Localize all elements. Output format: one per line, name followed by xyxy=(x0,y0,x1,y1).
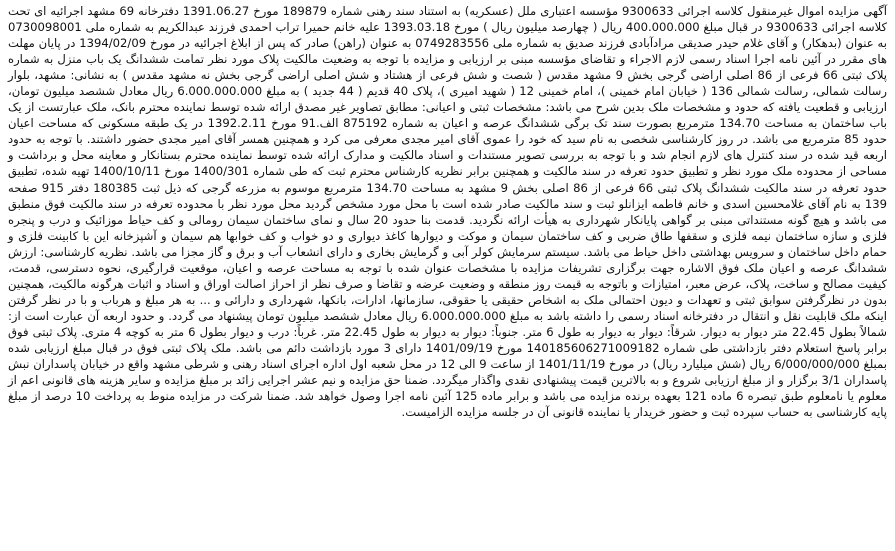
auction-notice-text: آگهی مزایده اموال غیرمنقول کلاسه اجرائی 9300633 مؤسسه اعتباری ملل (عسکریه) به استناد سند رهنی شماره 189879 مورخ 1391.06.27 دفترخانه 69 مشهد اجرائیه ای تحت کلاسه اجرائی 9300633 در قبال مبلغ 400.000.000 ریال ( چهارصد میلیون ریال ) مورخ 1393.03.18 علیه خانم حمیرا تراب احمدی فرزند عبدالکریم به شماره ملی 0730098001 به عنوان (بدهکار) و آقای غلام حیدر صدیقی مرادآبادی فرزند صدیق به شماره ملی 0749283556 به عنوان (راهن) صادر که پس از ابلاغ اجرائیه در مورخ 1394/02/09 در پایان مهلت های مقرر در آئین نامه اجرا اسناد رسمی لازم الاجراء و تقاضای مؤسسه مبنی بر ارزیابی و مزایده با توجه به وضعیت مالکیت پلاک مورد نظر تمامت ششدانگ یک باب منزل به شماره پلاک ثبتی 66 فرعی از 86 اصلی اراضی گرجی بخش 9 مشهد مقدس ( شصت و شش فرعی از هشتاد و شش اصلی اراضی گرجی بخش نه مشهد مقدس ) به نشانی: مشهد، بلوار رسالت شمالی، رسالت شمالی 136 ( خیابان امام خمینی )، امام خمینی 12 ( شهید امیری )، پلاک 40 قدیم ( 44 جدید ) به مبلغ 6.000.000.000 ریال معادل ششصد میلیون تومان، ارزیابی و قطعیت یافته که حدود و مشخصات ملک بدین شرح می باشد: مشخصات ثبتی و اعیانی: مطابق تصاویر غیر مصدق ارائه شده توسط نماینده محترم بانک، ملک عبارتست از یک باب ساختمان به مساحت 134.70 مترمربع بصورت سند تک برگی ششدانگ عرصه و اعیان به شماره 875192 الف.91 مورخ 1392.2.11 در یک طبقه مسکونی که مساحت اعیان حدود 85 مترمربع می باشد. در روز کارشناسی شخصی به نام سید که خود را عموی آقای امیر مجدی معرفی می کرد و همچنین همسر آقای امیر مجدی حضور داشتند. با توجه به حدود اربعه قید شده در سند کنترل های لازم انجام شد و با توجه به بررسی تصویر مستندات و اسناد مالکیت و مدارک ارائه شده توسط نماینده محترم بستانکار و معاینه محل و برداشت و مساحی از محدوده ملک مورد نظر و تطبیق حدود تعرفه در سند مالکیت و همچنین برابر نظریه کارشناس محترم ثبت که طی شماره 1400/301 مورخ 1400/10/11 تهیه شده، تطبیق حدود تعرفه در سند مالکیت ششدانگ پلاک ثبتی 66 فرعی از 86 اصلی بخش 9 مشهد به مساحت 134.70 مترمربع موسوم به مزرعه گرجی که ذیل ثبت 180385 دفتر 915 صفحه 139 به نام آقای غلامحسین اسدی و خانم فاطمه ایزانلو ثبت و سند مالکیت صادر شده است با محل مورد مشخص گردید محل مورد نظر با محدوده تعرفه در سند مالکیت فوق منطبق می باشد و هیچ گونه مستنداتی مبنی بر گواهی پایانکار شهرداری به هیأت ارائه نگردید. قدمت بنا حدود 20 سال و نمای ساختمان سیمان رومالی و کف حیاط موزائیک و درب و پنجره فلزی و سازه ساختمان نیمه فلزی و سقفها طاق ضربی و کف ساختمان سیمان و موکت و دیوارها کاغذ دیواری و دو خواب و کف خوابها هم سیمان و آشپزخانه این با کابینت فلزی و حمام داخل ساختمان و سرویس بهداشتی داخل حیاط می باشد. سیستم سرمایش کولر آبی و گرمایش بخاری و دارای انشعاب آب و برق و گاز مجزا می باشد. نظریه کارشناسی: ارزش ششدانگ عرصه و اعیان ملک فوق الاشاره جهت برگزاری تشریفات مزایده با مشخصات عنوان شده با توجه به مساحت عرصه و اعیان، موقعیت قرارگیری، نحوه دسترسی، قدمت، کیفیت مصالح و ساخت، پلاک، عرض معبر، امتیازات و باتوجه به قیمت روز منطقه و وضعیت عرضه و تقاضا و صرف نظر از احراز اصالت اوراق و اسناد و اثبات هرگونه مالکیت، همچنین بدون در نظرگرفتن سوابق ثبتی و تعهدات و دیون احتمالی ملک به اشخاص حقیقی یا حقوقی، سازمانها، ادارات، بانکها، شهرداری و دارائی و ... به هر مبلغ و هرباب و با در نظر گرفتن اینکه ملک قابلیت نقل و انتقال در دفترخانه اسناد رسمی را داشته باشد به مبلغ 6.000.000.000 ریال معادل ششصد میلیون تومان پیشنهاد می گردد. و حدود اربعه آن عبارت است از: شمالاً بطول 22.45 متر دیوار به دیوار. شرقاً: دیوار به دیوار به طول 6 متر. جنوباً: دیوار به دیوار به طول 22.45 متر. غرباً: درب و دیوار بطول 6 متر به کوچه 4 متری. پلاک ثبتی فوق برابر پاسخ استعلام دفتر بازداشتی طی شماره 140185606271009182 مورخ 1401/09/19 دارای 3 مورد بازداشت دائم می باشد. ملک پلاک ثبتی فوق در قبال مبلغ ارزیابی شده بمبلغ 6/000/000/000 ریال (شش میلیارد ریال) در مورخ 1401/11/19 از ساعت 9 الی 12 در محل شعبه اول اداره اجرای اسناد رهنی و شرطی مشهد واقع در خیابان پاسداران نبش پاسداران 3/1 برگزار و از مبلغ ارزیابی شروع و به بالاترین قیمت پیشنهادی نقدی واگذار میگردد. ضمنا حق مزایده و نیم عشر اجرایی زائد بر مبلغ مزایده و سایر هزینه های قانونی اعم از معلوم یا نامعلوم طبق تبصره 6 ماده 121 بعهده برنده مزایده می باشد و برابر ماده 125 آئین نامه اجرا وصول خواهد شد. ضمنا شرکت در مزایده منوط به پرداخت 10 درصد از مبلغ پایه کارشناسی به حساب سپرده ثبت و حضور خریدار یا نماینده قانونی آن در جلسه مزایده الزامیست. xyxy=(8,4,888,420)
